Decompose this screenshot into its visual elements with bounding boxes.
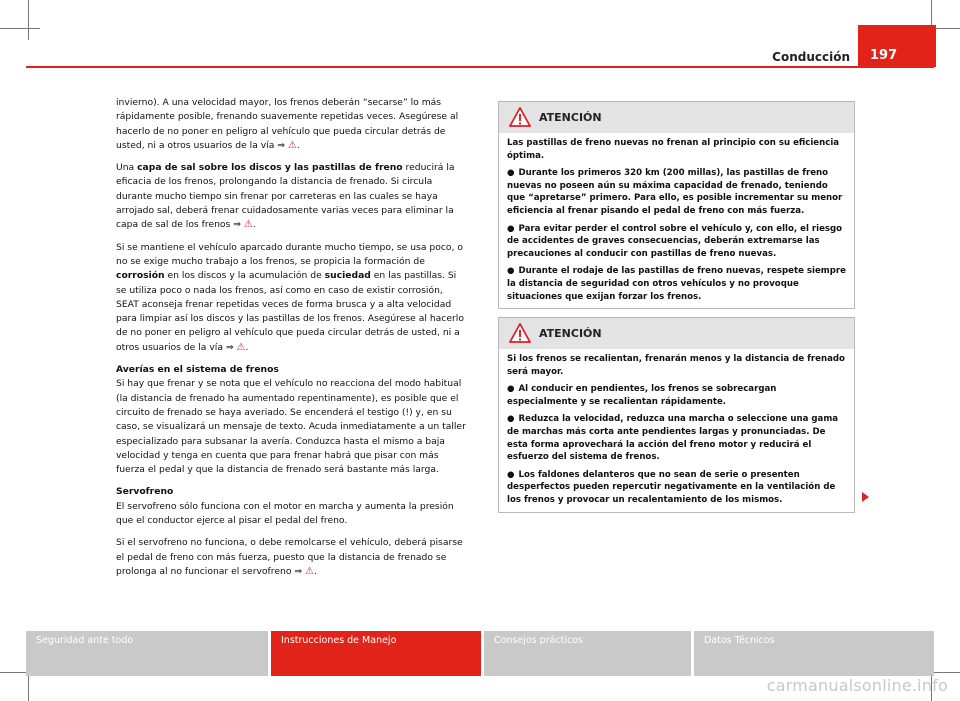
brake-warning-lamp-icon: (!) <box>401 407 413 418</box>
warning-body <box>499 133 854 308</box>
footer-tab-instrucciones[interactable]: Instrucciones de Manejo <box>271 631 481 676</box>
warning-bullet: ● Reduzca la velocidad, reduzca una marcha o seleccione una gama de marchas más corta ante pendientes largas y pronunciadas. De esta forma aprovechará la acción del freno motor y reducirá el esfuerzo del sistema de frenos. <box>507 414 839 463</box>
warning-body <box>499 349 854 512</box>
continue-arrow-icon <box>862 492 869 502</box>
paragraph: Si hay que frenar y se nota que el vehículo no reacciona del modo habitual (la distancia de frenado ha aumentado repentinamente), es posible que el circuito de frenado se haya averiado. Se encenderá el testigo (!) y, en su caso, se visualizará un mensaje de texto. Acuda inmediatamente a un taller especializado para subsanar la avería. Conduzca hasta el mismo a baja velocidad y tenga en cuenta que para frenar habrá que pisar con más fuerza el pedal y que la distancia de frenado será bastante más larga. <box>116 378 466 476</box>
warning-bullet: ● Durante el rodaje de las pastillas de freno nuevas, respete siempre la distancia de seguridad con otros vehículos y no provoque situaciones que exijan forzar los frenos. <box>507 266 846 302</box>
warning-header <box>499 102 854 133</box>
warning-title: ATENCIÓN <box>539 111 602 124</box>
paragraph: invierno). A una velocidad mayor, los frenos deberán “secarse” lo más rápidamente posible, frenando suavemente repetidas veces. Asegúrese al hacerlo de no poner en peligro al vehículo que pueda circular detrás de usted, ni a otros usuarios de la vía ⇒ ⚠. <box>116 97 459 151</box>
footer-tab-seguridad[interactable]: Seguridad ante todo <box>26 631 268 676</box>
warning-triangle-icon <box>509 107 531 127</box>
warning-bullet: ● Los faldones delanteros que no sean de serie o presenten desperfectos pueden repercutir negativamente en la ventilación de los frenos y provocar un recalentamiento de los mismos. <box>507 469 836 505</box>
paragraph: Si el servofreno no funciona, o debe remolcarse el vehículo, deberá pisarse el pedal de freno con más fuerza, puesto que la distancia de frenado se prolonga al no funcionar el servofreno ⇒ ⚠. <box>116 537 463 577</box>
warning-bullet: ● Para evitar perder el control sobre el vehículo y, con ello, el riesgo de accidentes de graves consecuencias, deberán extremarse las precauciones al conducir con pastillas de freno nuevas. <box>507 223 843 259</box>
section-heading: Servofreno <box>116 486 174 498</box>
warning-header <box>499 318 854 349</box>
warning-box <box>498 101 855 309</box>
footer-tab-consejos[interactable]: Consejos prácticos <box>484 631 691 676</box>
watermark: carmanualsonline.info <box>766 676 948 695</box>
warning-triangle-icon <box>509 323 531 343</box>
crop-mark <box>0 28 40 29</box>
warning-bullet: ● Al conducir en pendientes, los frenos se sobrecargan especialmente y se recalientan rápidamente. <box>507 384 777 407</box>
page-number: 197 <box>870 48 898 63</box>
header-rule <box>26 66 934 68</box>
warning-reference-icon[interactable]: ⚠ <box>236 341 246 353</box>
paragraph: El servofreno sólo funciona con el motor en marcha y aumenta la presión que el conductor ejerce al pisar el pedal del freno. <box>116 500 454 527</box>
warning-intro: Las pastillas de freno nuevas no frenan al principio con su eficiencia óptima. <box>507 138 840 161</box>
warning-reference-icon[interactable]: ⚠ <box>304 565 314 577</box>
warning-title: ATENCIÓN <box>539 327 602 340</box>
paragraph: Una capa de sal sobre los discos y las pastillas de freno reducirá la eficacia de los frenos, prolongando la distancia de frenado. Si circula durante mucho tiempo sin frenar por carreteras en las cuales se haya arrojado sal, deberá frenar cuidadosamente varias veces para eliminar la capa de sal de los frenos ⇒ ⚠. <box>116 162 455 231</box>
warning-reference-icon[interactable]: ⚠ <box>243 219 253 231</box>
body-text-column <box>116 96 466 587</box>
footer-tab-datos[interactable]: Datos Técnicos <box>694 631 934 676</box>
page-title: Conducción <box>772 50 850 64</box>
warning-box <box>498 317 855 513</box>
section-heading: Averías en el sistema de frenos <box>116 364 279 376</box>
warning-reference-icon[interactable]: ⚠ <box>287 139 297 151</box>
warning-intro: Si los frenos se recalientan, frenarán menos y la distancia de frenado será mayor. <box>507 354 845 377</box>
warning-bullet: ● Durante los primeros 320 km (200 millas), las pastillas de freno nuevas no poseen aún su máxima capacidad de frenado, teniendo que “apretarse” primero. Para ello, es posible incrementar su menor eficiencia al frenar pisando el pedal de freno con más fuerza. <box>507 168 843 216</box>
paragraph: Si se mantiene el vehículo aparcado durante mucho tiempo, se usa poco, o no se exige mucho trabajo a los frenos, se propicia la formación de corrosión en los discos y la acumulación de suciedad en las pastillas. Si se utiliza poco o nada los frenos, así como en caso de existir corrosión, SEAT aconseja frenar repetidas veces de forma brusca y a alta velocidad para limpiar así los discos y las pastillas de los frenos. Asegúrese al hacerlo de no poner en peligro al vehículo que pueda circular detrás de usted, ni a otros usuarios de la vía ⇒ ⚠. <box>116 241 464 353</box>
crop-mark <box>28 0 29 40</box>
